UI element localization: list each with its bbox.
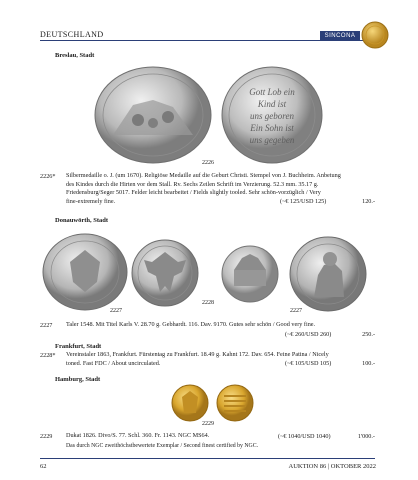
lot-caption-2229: 2229 [202,421,214,427]
coin-2227-obverse-image [40,232,130,312]
lot-price-2226: 120.- [362,198,375,205]
section-header: DEUTSCHLAND [40,30,104,39]
lot-number-2228: 2228* [40,352,56,359]
lot-caption-2227-left: 2227 [110,308,122,314]
coin-2229-reverse-image [215,383,255,423]
lot-estimate-2228: (~€ 105/USD 105) [285,360,332,367]
lot-description-2229: Dukat 1826. Divo/S. 77. Schl. 360. Fr. 1143. NGC MS64. [66,432,210,439]
section-title-breslau: Breslau, Stadt [55,52,95,59]
lot-estimate-2227: (~€ 260/USD 260) [285,331,332,338]
footer-rule [40,458,375,459]
lot-text-line: Silbermedaille o. J. (um 1670). Religiöse Medaille auf die Geburt Christi. Stempel von J. Buchheim. Anbetung [66,172,341,179]
lot-estimate-2226: (~€ 125/USD 125) [280,198,327,205]
page-number: 62 [40,463,47,470]
coin-2226-obverse-image [93,65,213,165]
lot-note-2229: Das durch NGC zweithöchstbewertete Exemplar / Second finest certified by NGC. [66,443,259,449]
coin-inscription-line: Ein Sohn ist [250,123,294,133]
coin-inscription-line: Gott Lob ein [249,87,295,97]
lot-caption-2227-right: 2227 [290,308,302,314]
lot-text-line: Vereinstaler 1863, Frankfurt. Fürstentag zu Frankfurt. 18.49 g. Kahnt 172. Dav. 654. Feine Patina / Nicely [66,351,329,358]
lot-number-2227: 2227 [40,322,53,329]
lot-text-line: Friedensburg/Seger 5017. Felder leicht bearbeitet / Fields slightly tooled. Sehr schön-vorzüglich / Very [66,189,321,197]
lot-number-2226: 2226* [40,173,56,180]
lot-text-line: fine-extremely fine. [66,197,116,205]
coin-2228-reverse-image [288,235,368,313]
lot-text-line: des Kindes durch die Hirten vor dem Stall. Rv. Sechs Zeilen Schrift im Verzierung. 52.3 mm. 35.17 g. [66,180,319,188]
section-title-frankfurt: Frankfurt, Stadt [55,343,102,350]
coin-2226-reverse-image [220,65,325,165]
section-title-donauwoerth: Donauwörth, Stadt [55,217,109,224]
coin-inscription-line: uns geboren [250,111,294,121]
section-title-hamburg: Hamburg, Stadt [55,376,101,383]
lot-caption-2226: 2226 [202,160,214,166]
coin-inscription-line: Kind ist [257,99,287,109]
lot-description-2227: Taler 1548. Mit Titel Karls V. 28.70 g. Gebhardt. 116. Dav. 9170. Gutes sehr schön / Good very fine. [66,321,316,328]
lot-description-2226 [66,172,381,206]
lot-price-2227: 250.- [362,331,375,338]
lot-number-2229: 2229 [40,433,53,440]
coin-2228-obverse-image [220,244,280,304]
lot-caption-2228: 2228 [202,300,214,306]
coin-2229-obverse-image [170,383,210,423]
auction-label: AUKTION 86 | OKTOBER 2022 [288,463,376,470]
brand-badge: SINCONA [320,31,360,41]
lot-price-2229: 1'000.- [357,433,375,440]
coin-2227-reverse-image [130,238,200,308]
lot-price-2228: 100.- [362,360,375,367]
header-rule [40,40,375,41]
lot-estimate-2229: (~€ 1040/USD 1040) [278,433,331,440]
lot-description-2228 [66,351,381,368]
coin-inscription-line: uns gegeben [249,135,295,145]
header-gold-coin-image [360,20,390,50]
lot-text-line: toned. Fast FDC / About uncirculated. [66,359,161,367]
